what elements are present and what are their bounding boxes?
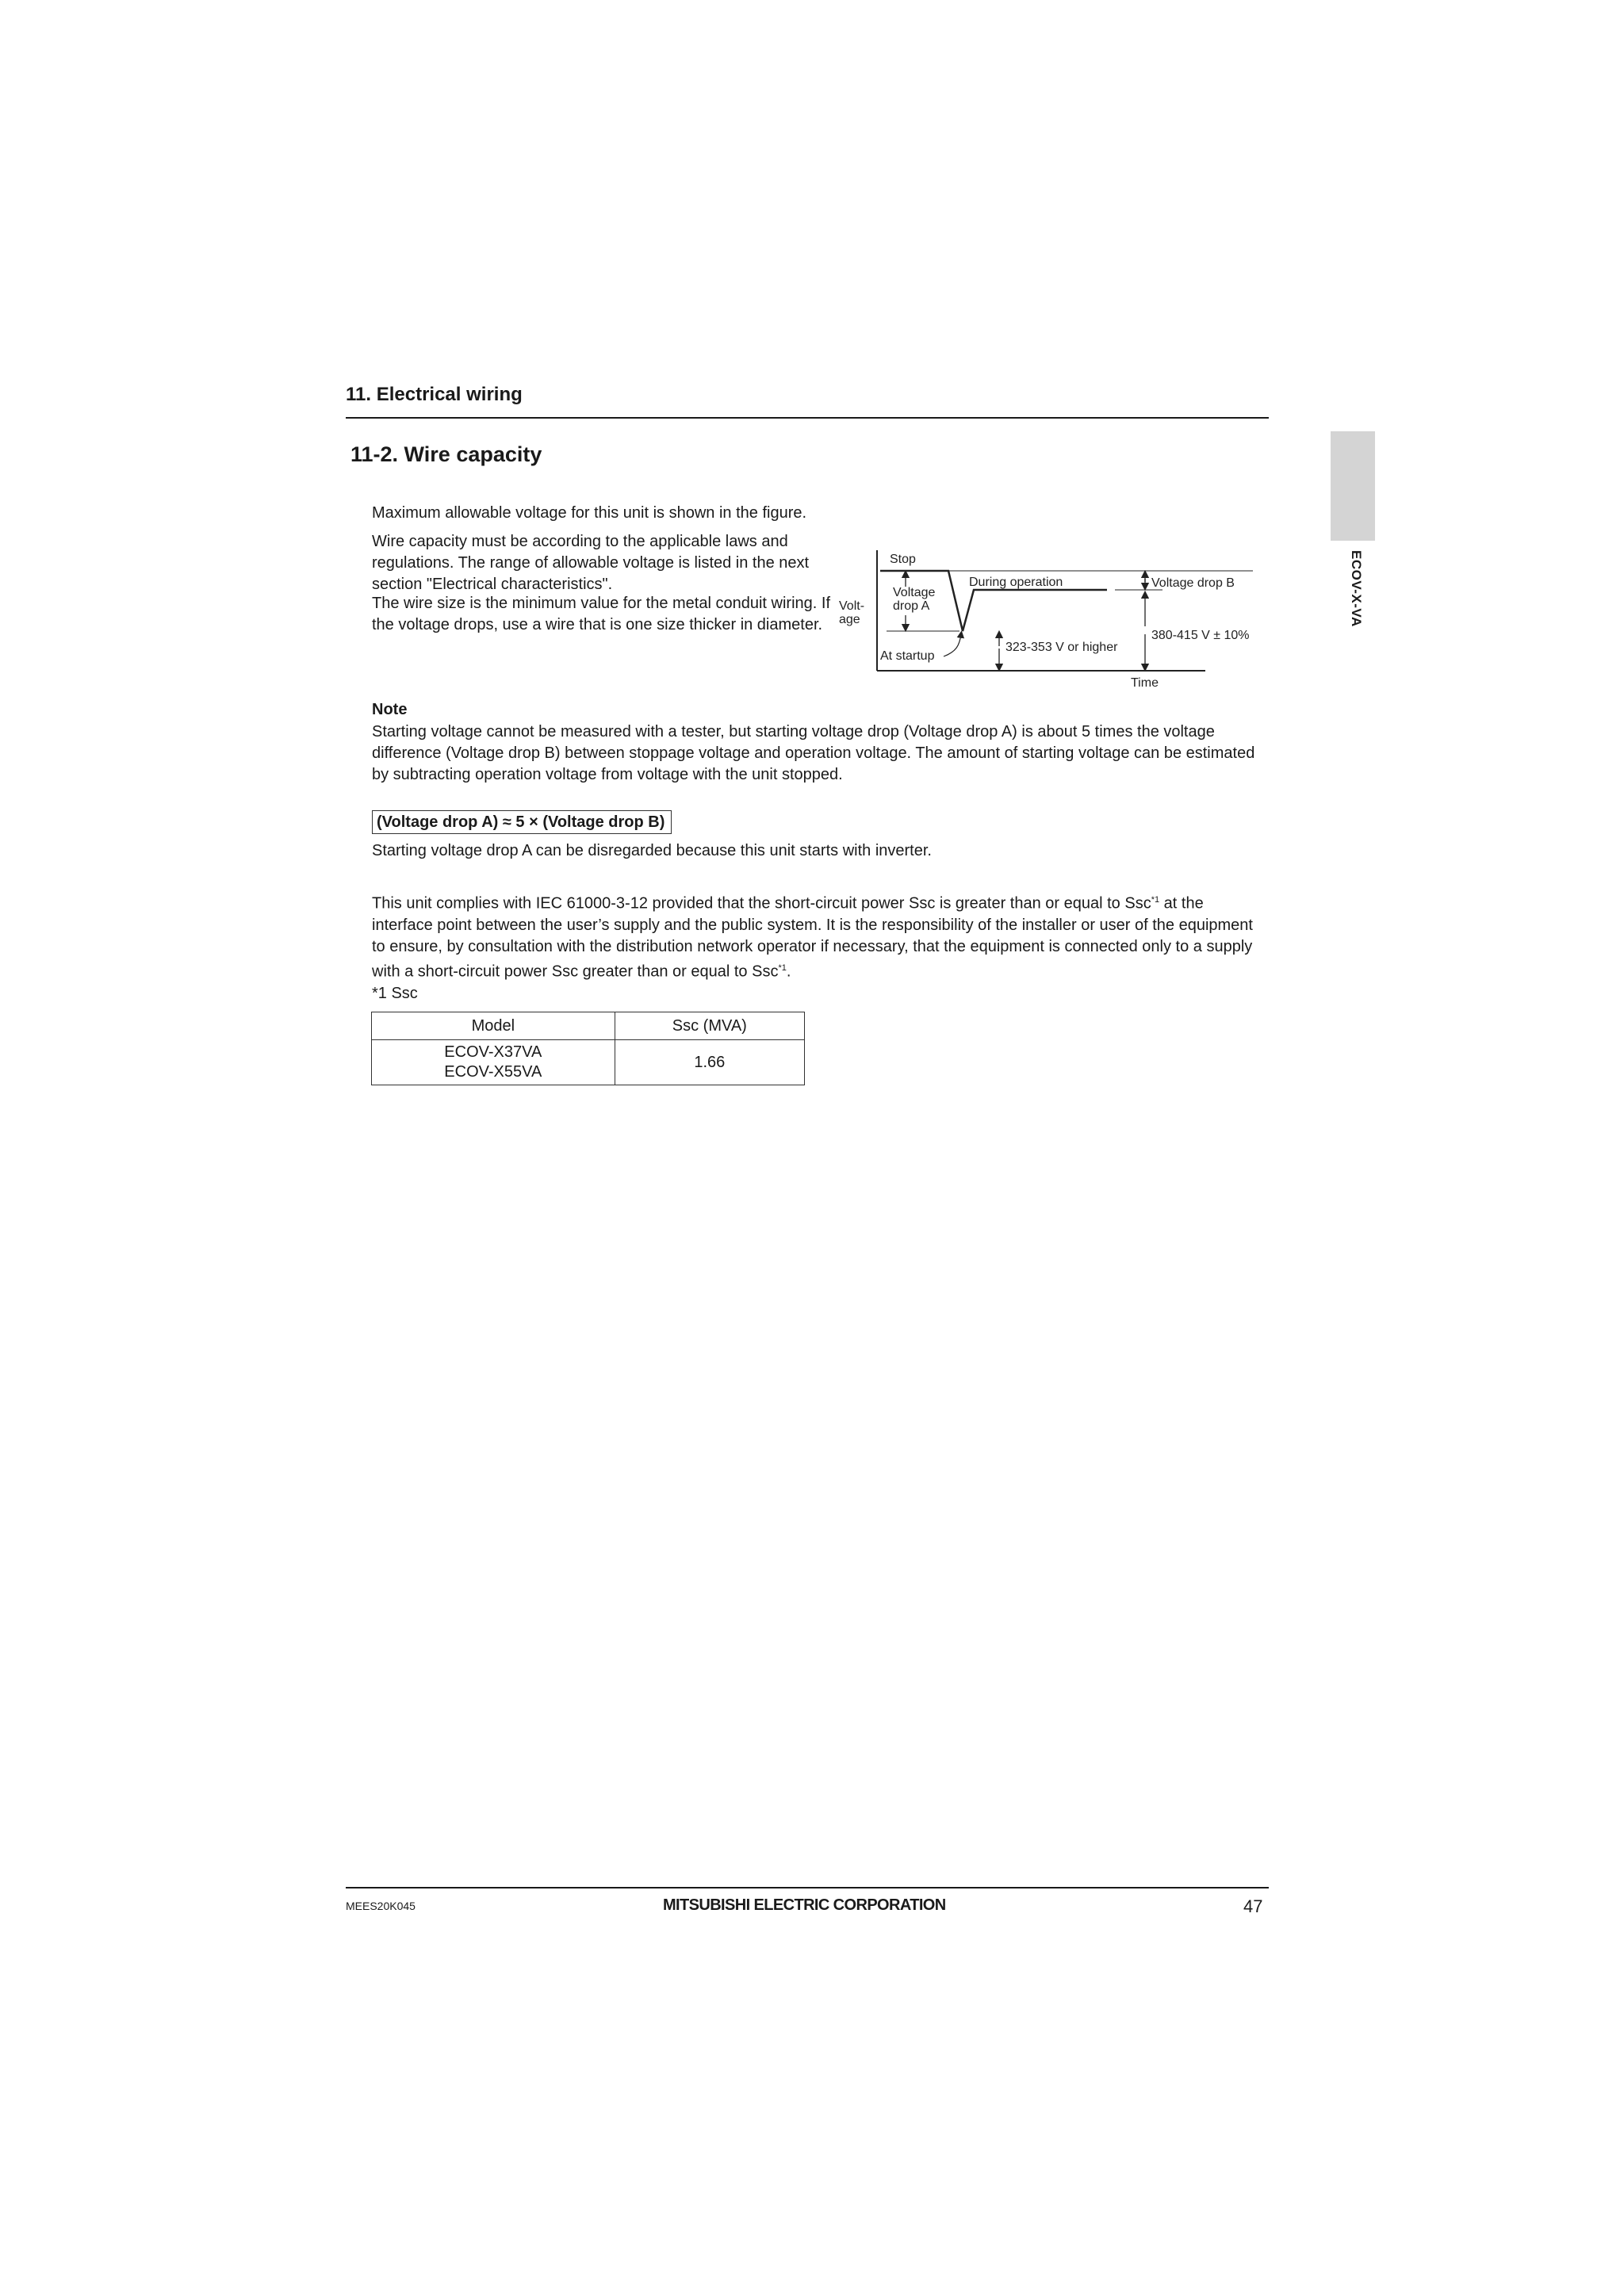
header-rule (346, 417, 1269, 419)
x-axis-label: Time (1131, 676, 1159, 690)
footer-rule (346, 1887, 1269, 1888)
formula-note: Starting voltage drop A can be disregarded because this unit starts with inverter. (372, 842, 932, 859)
model-cell (372, 1040, 615, 1085)
at-startup-label: At startup (880, 649, 935, 663)
wire-paragraph-1: Wire capacity must be according to the applicable laws and regulations. The range of allowable voltage is listed in the next section "Electrical characteristics". (372, 533, 810, 593)
wire-paragraph-2: The wire size is the minimum value for the metal conduit wiring. If the voltage drops, use a wire that is one size thicker in diameter. (372, 595, 830, 633)
formula-box: (Voltage drop A) ≈ 5 × (Voltage drop B) (372, 810, 672, 834)
footnote-ref: *1 (778, 962, 787, 973)
note-body: Starting voltage cannot be measured with a tester, but starting voltage drop (Voltage drop A) is about 5 times the voltage difference (Voltage drop B) between stoppage voltage and operation voltage. The amount of starting voltage can be estimated by subtracting operation voltage from voltage with the unit stopped. (372, 723, 1255, 783)
ssc-table (371, 1012, 805, 1085)
iec-text: This unit complies with IEC 61000-3-12 provided that the short-circuit power Ssc is greater than or equal to Ssc (372, 894, 1151, 913)
model-name: ECOV-X55VA (444, 1063, 542, 1081)
during-operation-label: During operation (969, 576, 1063, 589)
page-number: 47 (1243, 1896, 1263, 1916)
intro-text: Maximum allowable voltage for this unit is shown in the figure. (372, 504, 807, 522)
side-tab (1331, 431, 1375, 541)
y-axis-label: Volt- (839, 599, 865, 613)
ssc-footnote-label: *1 Ssc (372, 985, 418, 1002)
voltage-drop-a-label: Voltage (893, 586, 936, 599)
voltage-drop-b-label: Voltage drop B (1151, 576, 1235, 590)
y-axis-label: age (839, 613, 860, 626)
model-name: ECOV-X37VA (444, 1043, 542, 1061)
company-name: MITSUBISHI ELECTRIC CORPORATION (663, 1896, 946, 1914)
column-header-model: Model (372, 1012, 615, 1040)
table-row (372, 1040, 805, 1085)
side-label: ECOV-X-VA (1349, 550, 1364, 627)
iec-text: at the interface point between the user’s supply and the public system. It is the responsibility of the installer or user of the equipment to ensure, by consultation with the distribution network operator if necessary, that the equipment is connected only to a supply with a short-circuit power Ssc greater than or equal to Ssc (372, 894, 1253, 981)
iec-text: . (786, 962, 791, 981)
min-voltage-label: 323-353 V or higher (1005, 641, 1118, 654)
startup-pointer (944, 634, 961, 656)
column-header-ssc: Ssc (MVA) (615, 1012, 804, 1040)
voltage-range-label: 380-415 V ± 10% (1151, 629, 1250, 642)
ssc-value-cell: 1.66 (615, 1040, 804, 1085)
subsection-title: 11-2. Wire capacity (350, 442, 542, 466)
note-heading: Note (372, 701, 408, 718)
table-header-row (372, 1012, 805, 1040)
section-title: 11. Electrical wiring (346, 384, 523, 405)
voltage-figure (833, 547, 1277, 690)
footnote-ref: *1 (1151, 895, 1160, 905)
iec-paragraph (372, 890, 1268, 982)
document-code: MEES20K045 (346, 1900, 416, 1912)
voltage-drop-a-label: drop A (893, 599, 930, 613)
stop-label: Stop (890, 553, 916, 566)
